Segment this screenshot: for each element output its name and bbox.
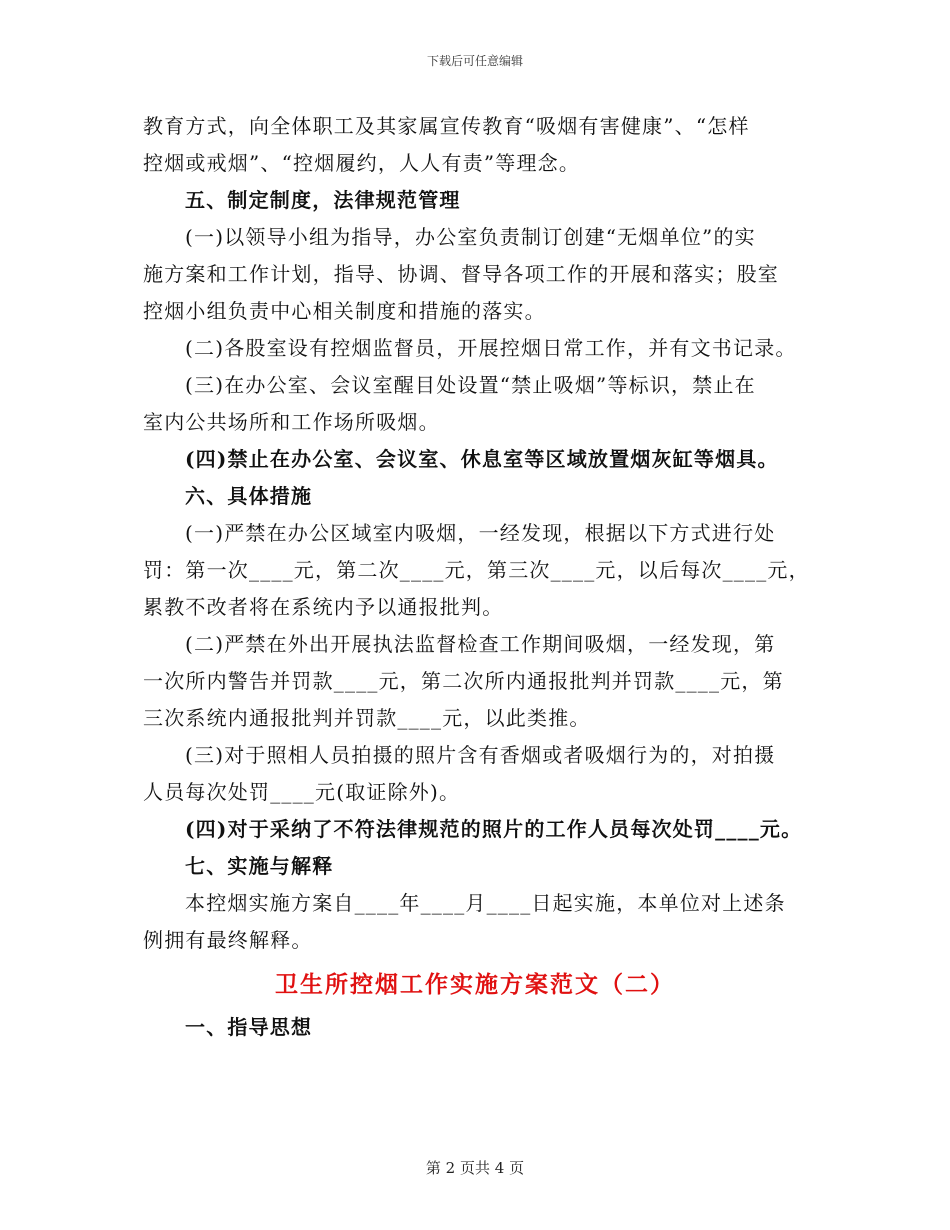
- paragraph-line: (二)严禁在外出开展执法监督检查工作期间吸烟，一经发现，第: [185, 632, 776, 656]
- paragraph-line: 教育方式，向全体职工及其家属宣传教育“吸烟有害健康”、“怎样: [143, 114, 750, 138]
- paragraph-line: 例拥有最终解释。: [143, 928, 313, 952]
- page-header: 下载后可任意编辑: [426, 54, 523, 68]
- paragraph-line: 罚：第一次____元，第二次____元，第三次____元，以后每次____元，: [143, 558, 810, 582]
- paragraph-line-bold: (四)禁止在办公室、会议室、休息室等区域放置烟灰缸等烟具。: [185, 447, 779, 471]
- paragraph-line: 控烟或戒烟”、“控烟履约，人人有责”等理念。: [143, 151, 581, 175]
- paragraph-line: (一)以领导小组为指导，办公室负责制订创建“无烟单位”的实: [185, 225, 756, 249]
- paragraph-line: 室内公共场所和工作场所吸烟。: [143, 410, 440, 434]
- paragraph-line: 累教不改者将在系统内予以通报批判。: [143, 595, 504, 619]
- section-heading-1: 一、指导思想: [185, 1015, 313, 1039]
- paragraph-line: 人员每次处罚____元(取证除外)。: [143, 780, 461, 804]
- paragraph-line: 三次系统内通报批判并罚款____元，以此类推。: [143, 706, 591, 730]
- paragraph-line: (二)各股室设有控烟监督员，开展控烟日常工作，并有文书记录。: [185, 336, 797, 360]
- paragraph-line: 一次所内警告并罚款____元，第二次所内通报批判并罚款____元，第: [143, 669, 784, 693]
- paragraph-line: 控烟小组负责中心相关制度和措施的落实。: [143, 299, 546, 323]
- section-title: 卫生所控烟工作实施方案范文（二）: [275, 971, 675, 998]
- section-heading-6: 六、具体措施: [185, 484, 313, 508]
- document-body: [143, 108, 813, 1046]
- section-heading-5: 五、制定制度，法律规范管理: [185, 188, 461, 212]
- paragraph-line: (一)严禁在办公区域室内吸烟，一经发现，根据以下方式进行处: [185, 521, 776, 545]
- page-footer: 第 2 页共 4 页: [425, 1159, 525, 1177]
- paragraph-line: 本控烟实施方案自____年____月____日起实施，本单位对上述条: [185, 891, 786, 915]
- paragraph-line: (三)在办公室、会议室醒目处设置“禁止吸烟”等标识，禁止在: [185, 373, 756, 397]
- paragraph-line: 施方案和工作计划，指导、协调、督导各项工作的开展和落实；股室: [143, 262, 779, 286]
- paragraph-line-bold: (四)对于采纳了不符法律规范的照片的工作人员每次处罚____元。: [185, 817, 803, 841]
- section-heading-7: 七、实施与解释: [185, 854, 334, 878]
- paragraph-line: (三)对于照相人员拍摄的照片含有香烟或者吸烟行为的，对拍摄: [185, 743, 776, 767]
